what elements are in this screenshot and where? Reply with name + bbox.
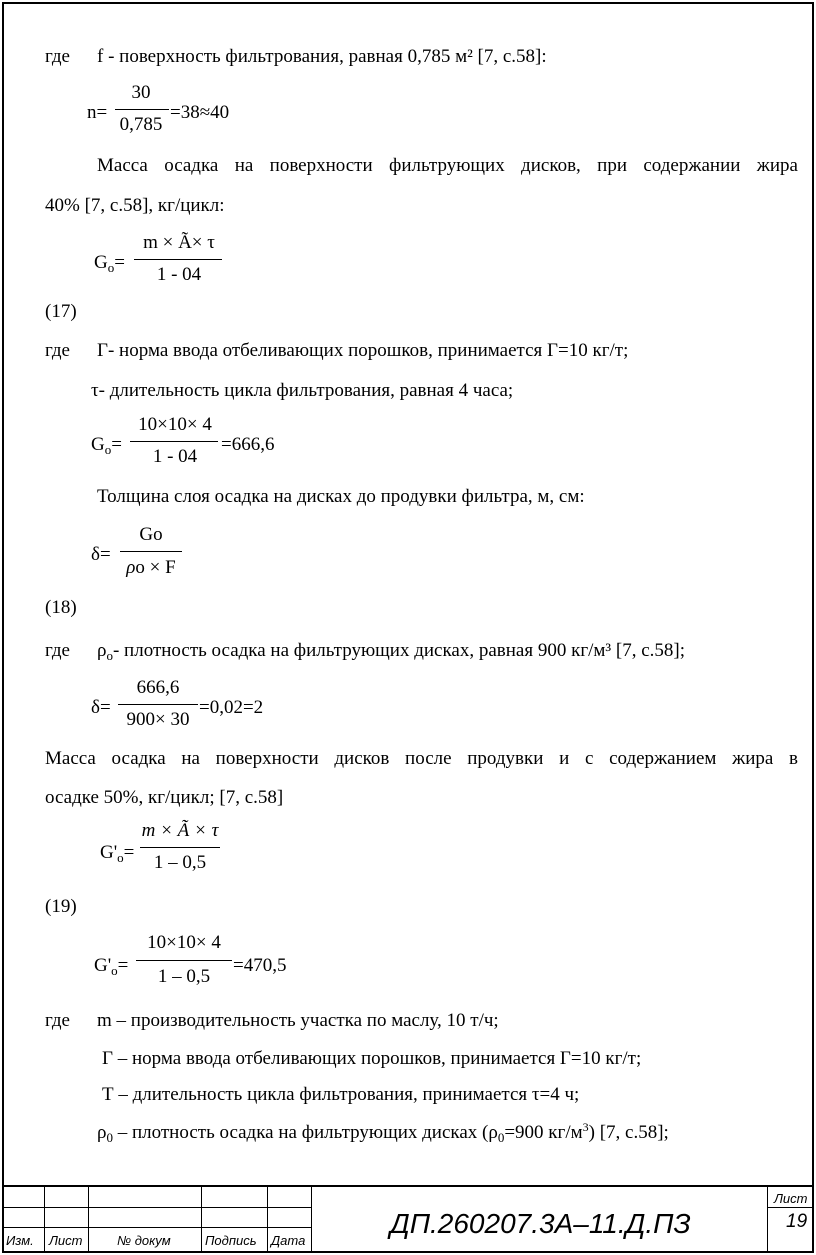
eq7-fraction [136, 932, 232, 990]
eq3-fraction [130, 414, 220, 470]
eq6-fraction [138, 820, 222, 876]
cycle-duration-line: τ- длительность цикла фильтрования, равная 4 часа; [91, 380, 514, 401]
eq5-numerator: 666,6 [136, 677, 180, 698]
stamp-divider [88, 1187, 89, 1253]
word-where: где [45, 640, 70, 661]
eq3-denominator: 1 - 04 [152, 446, 198, 467]
eq7-denominator: 1 – 0,5 [157, 966, 211, 987]
bleaching-powder-norm-line: Г- норма ввода отбеливающих порошков, принимается Г=10 кг/т; [97, 340, 629, 361]
eq1-rhs: =38≈40 [170, 102, 230, 123]
eq3-bar [130, 441, 218, 442]
stamp-label-podpis: Подпись [205, 1233, 257, 1248]
cycle-time-line: Т – длительность цикла фильтрования, принимается τ=4 ч; [102, 1084, 580, 1105]
eq4-bar [120, 551, 182, 552]
eq6-lhs: $G'_о=$ [100, 842, 135, 865]
eq2-fraction [134, 232, 224, 288]
eq1-fraction [113, 82, 169, 138]
eq6-numerator: m × Ã × τ [141, 820, 219, 841]
eq6-denominator: 1 – 0,5 [153, 852, 207, 873]
equation-number-19: (19) [45, 896, 77, 917]
eq5-bar [118, 704, 198, 705]
filter-surface-line: f - поверхность фильтрования, равная 0,785 м² [7, с.58]: [97, 46, 547, 67]
eq4-numerator: Go [139, 524, 163, 545]
eq1-lhs: n= [87, 102, 108, 123]
eq7-numerator: 10×10× 4 [147, 932, 221, 953]
eq7-lhs: $G'_о=$ [94, 955, 129, 978]
eq1-numerator: 30 [131, 82, 151, 103]
sheet-label: Лист [774, 1191, 808, 1206]
equation-number-18: (18) [45, 597, 77, 618]
eq5-lhs: δ= [91, 697, 111, 718]
eq5-fraction [118, 677, 198, 733]
eq7-bar [136, 960, 232, 961]
eq2-bar [134, 259, 222, 260]
stamp-divider [311, 1187, 312, 1253]
eq7-rhs: =470,5 [233, 955, 287, 976]
eq1-denominator: 0,785 [119, 114, 163, 135]
stamp-row-line [767, 1207, 812, 1208]
paragraph-after-blowing-2: осадке 50%, кг/цикл; [7, с.58] [45, 787, 284, 808]
eq6-bar [140, 847, 220, 848]
density-definition-line: $\rho_0$ – плотность осадка на фильтрующих дисках ($\rho_0=900$ $кг/м^3$) [7, с.58]; [97, 1120, 669, 1145]
stamp-label-izm: Изм. [6, 1233, 34, 1248]
productivity-line: m – производительность участка по маслу, 10 т/ч; [97, 1010, 499, 1031]
powder-norm-line: Г – норма ввода отбеливающих порошков, принимается Г=10 кг/т; [102, 1048, 642, 1069]
stamp-row-line [2, 1227, 311, 1228]
word-where: где [45, 46, 70, 67]
sheet-number: 19 [786, 1211, 808, 1232]
eq2-lhs: $G_о=$ [94, 252, 125, 275]
sediment-density-line: $\rho_о-$ плотность осадка на фильтрующих дисках, равная 900 кг/м³ [7, с.58]; [97, 640, 685, 663]
stamp-label-data: Дата [271, 1233, 306, 1248]
eq2-denominator: 1 - 04 [156, 264, 202, 285]
paragraph-after-blowing-1: Масса осадка на поверхности дисков после продувки и с содержанием жира в [45, 748, 798, 769]
stamp-label-list: Лист [49, 1233, 83, 1248]
eq5-rhs: =0,02=2 [199, 697, 264, 718]
stamp-divider [767, 1187, 768, 1253]
eq4-denominator: ρo × F [126, 557, 176, 578]
stamp-divider [44, 1187, 45, 1253]
eq4-lhs: δ= [91, 544, 111, 565]
stamp-divider [267, 1187, 268, 1253]
eq4-fraction [120, 524, 182, 582]
document-code: ДП.260207.3А–11.Д.ПЗ [390, 1208, 691, 1239]
eq3-rhs: =666,6 [221, 434, 275, 455]
eq5-denominator: 900× 30 [126, 709, 190, 730]
stamp-divider [201, 1187, 202, 1253]
stamp-label-dokum: № докум [117, 1233, 171, 1248]
stamp-row-line [2, 1207, 311, 1208]
eq3-numerator: 10×10× 4 [138, 414, 212, 435]
word-where: где [45, 340, 70, 361]
sediment-thickness-line: Толщина слоя осадка на дисках до продувки фильтра, м, см: [97, 486, 585, 507]
paragraph-sediment-mass-1: Масса осадка на поверхности фильтрующих дисков, при содержании жира [97, 155, 798, 176]
equation-number-17: (17) [45, 301, 77, 322]
eq2-numerator: m × Ã× τ [143, 232, 215, 253]
title-block [2, 1185, 814, 1253]
paragraph-sediment-mass-2: 40% [7, с.58], кг/цикл: [45, 195, 225, 216]
eq1-bar [115, 109, 169, 110]
word-where: где [45, 1010, 70, 1031]
eq3-lhs: $G_о=$ [91, 434, 122, 457]
